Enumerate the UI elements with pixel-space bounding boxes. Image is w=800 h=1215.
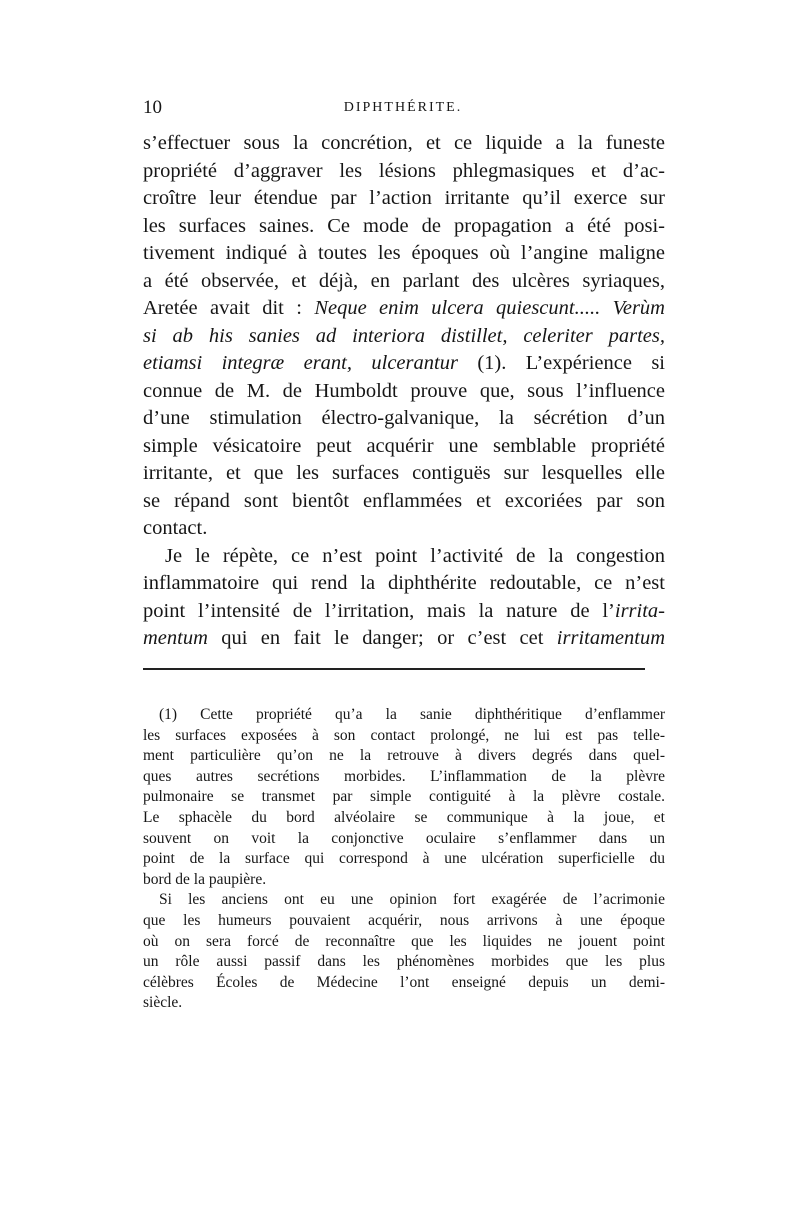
running-title: DIPHTHÉRITE.	[343, 100, 463, 115]
text-line: propriété d’aggraver les lésions phlegmasiques et d’ac-	[143, 159, 665, 182]
text-line: simple vésicatoire peut acquérir une semblable propriété	[143, 434, 665, 457]
footnote-line: point de la surface qui correspond à une ulcération superficielle du	[143, 850, 665, 868]
text-line: Aretée avait dit : Neque enim ulcera quiescunt..... Verùm	[143, 297, 665, 319]
footnote-line: que les humeurs pouvaient acquérir, nous arrivons à une époque	[143, 911, 665, 929]
text-line: Je le répète, ce n’est point l’activité de la congestion	[165, 544, 665, 567]
text-line: etiamsi integræ erant, ulcerantur (1). L’expérience si	[143, 352, 665, 374]
text-line: a été observée, et déjà, en parlant des ulcères syriaques,	[143, 269, 665, 292]
text-line: les surfaces saines. Ce mode de propagation a été posi-	[143, 214, 665, 237]
footnote-line: célèbres Écoles de Médecine l’ont enseigné depuis un demi-	[143, 973, 665, 991]
text-line: point l’intensité de l’irritation, mais la nature de l’irrita-	[143, 599, 665, 622]
footnote-rule	[143, 668, 645, 670]
footnote-line: souvent on voit la conjonctive oculaire s’enflammer dans un	[143, 829, 665, 847]
text-line: irritante, et que les surfaces contiguës sur lesquelles elle	[143, 462, 665, 484]
footnote-line: siècle.	[143, 994, 183, 1012]
footnote-line: Le sphacèle du bord alvéolaire se communique à la joue, et	[143, 808, 665, 826]
footnote-line: Si les anciens ont eu une opinion fort exagérée de l’acrimonie	[159, 891, 665, 909]
text-line: contact.	[143, 517, 208, 539]
main-text	[143, 130, 665, 653]
text-line: connue de M. de Humboldt prouve que, sous l’influence	[143, 379, 665, 402]
footnote-line: ment particulière qu’on ne la retrouve à divers degrés dans quel-	[143, 747, 665, 765]
page-header	[143, 97, 663, 123]
text-line: inflammatoire qui rend la diphthérite redoutable, ce n’est	[143, 572, 665, 594]
text-line: croître leur étendue par l’action irritante qu’il exerce sur	[143, 187, 665, 209]
footnote-line: ques autres secrétions morbides. L’inflammation de la plèvre	[143, 767, 665, 785]
footnote-line: (1) Cette propriété qu’a la sanie diphthéritique d’enflammer	[159, 706, 665, 723]
text-line: tivement indiqué à toutes les époques où l’angine maligne	[143, 242, 665, 264]
footnote-line: bord de la paupière.	[143, 870, 267, 888]
footnote-line: les surfaces exposées à son contact prolongé, ne lui est pas telle-	[143, 726, 665, 744]
footnote-line: pulmonaire se transmet par simple contiguité à la plèvre costale.	[143, 788, 665, 806]
text-line: se répand sont bientôt enflammées et excoriées par son	[143, 489, 665, 512]
text-line: s’effectuer sous la concrétion, et ce liquide a la funeste	[143, 132, 665, 154]
page-number: 10	[143, 97, 162, 118]
text-line: mentum qui en fait le danger; or c’est cet irritamentum	[143, 627, 665, 649]
footnote	[143, 705, 665, 1014]
footnote-line: où on sera forcé de reconnaître que les liquides ne jouent point	[143, 932, 665, 950]
text-line: d’une stimulation électro-galvanique, la sécrétion d’un	[143, 407, 665, 429]
text-line: si ab his sanies ad interiora distillet, celeriter partes,	[143, 324, 665, 347]
footnote-line: un rôle aussi passif dans les phénomènes morbides que les plus	[143, 953, 665, 971]
